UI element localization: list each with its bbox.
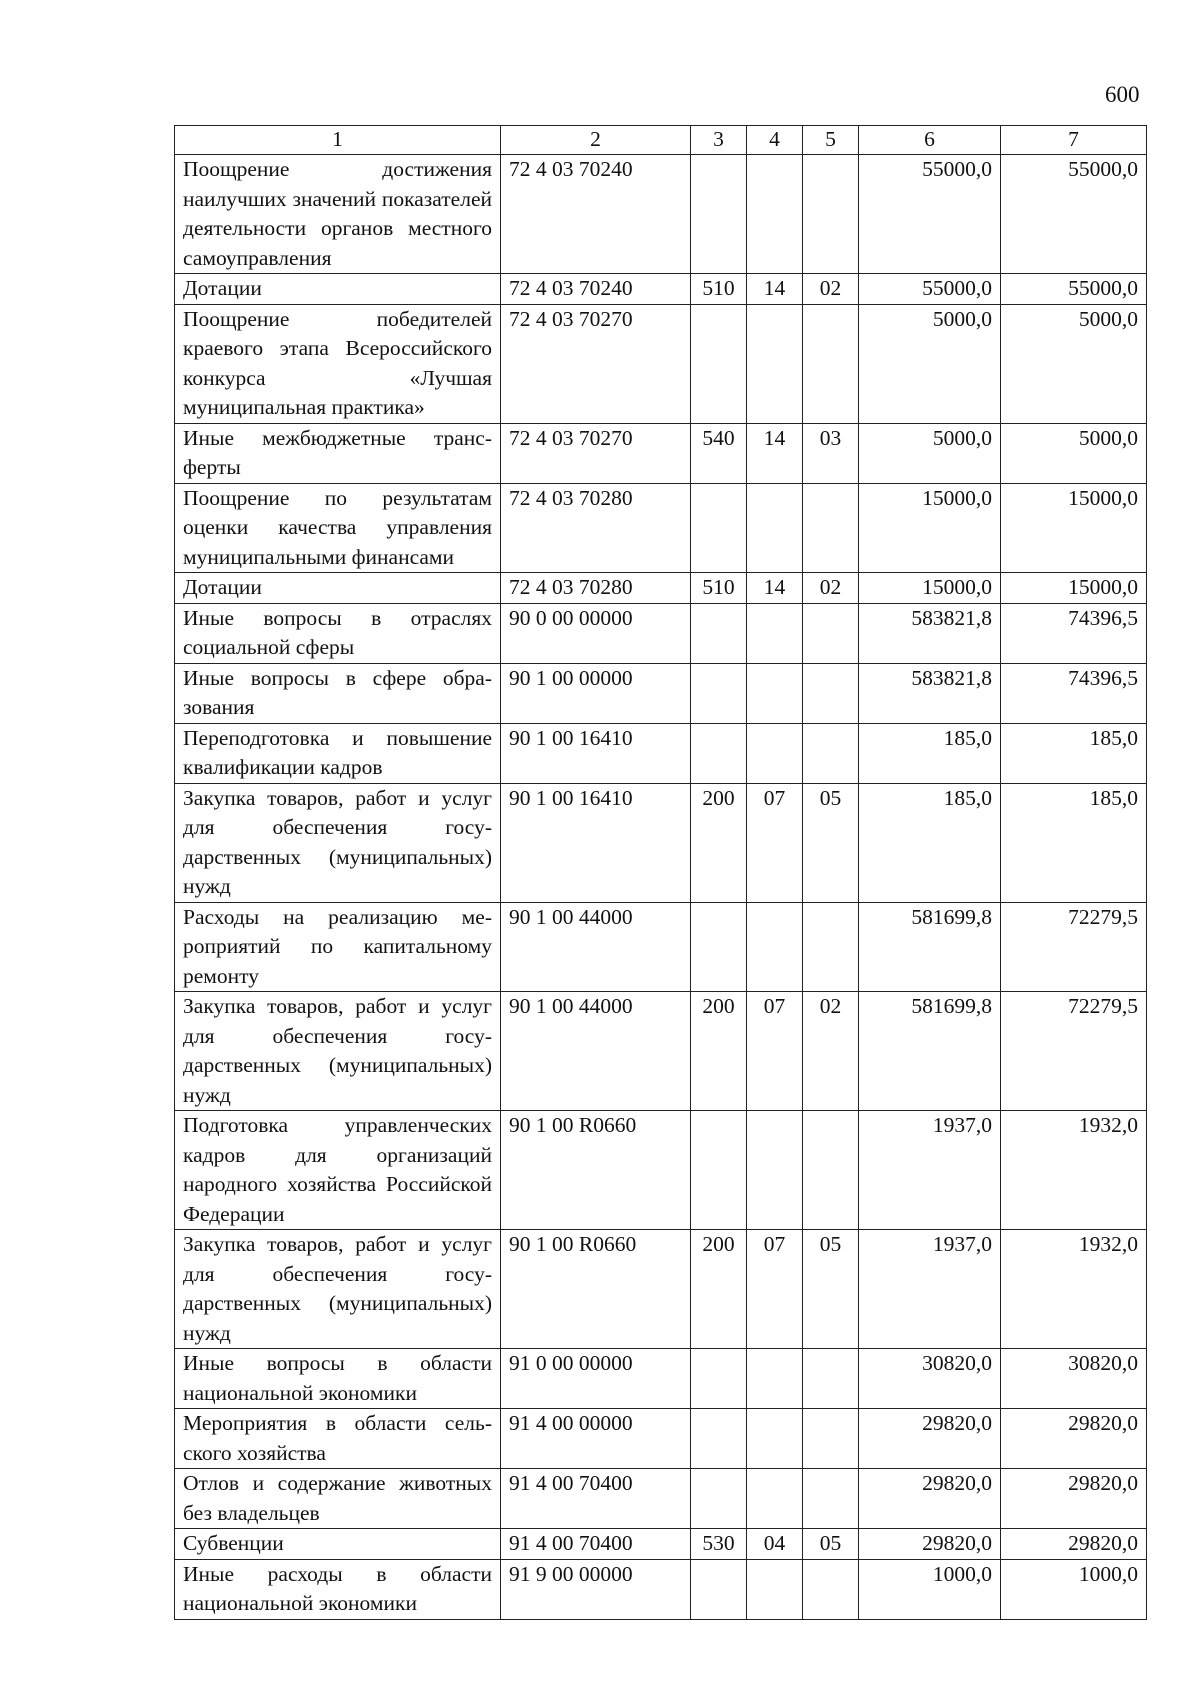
subsection-cell xyxy=(803,1409,859,1469)
row-name-cell: Поощрение достижения наилучших значений показателей деятельности органов местного самоуправления xyxy=(175,155,501,274)
table-row xyxy=(175,1349,1147,1409)
expense-type-cell xyxy=(691,902,747,992)
section-cell xyxy=(747,603,803,663)
expense-type-cell xyxy=(691,483,747,573)
subsection-cell xyxy=(803,603,859,663)
section-cell xyxy=(747,663,803,723)
expense-type-cell xyxy=(691,603,747,663)
row-name-cell: Закупка товаров, работ и услуг для обеспечения государственных (муниципальных) нужд xyxy=(175,783,501,902)
amount-year1-cell: 185,0 xyxy=(859,723,1001,783)
target-code-cell: 72 4 03 70240 xyxy=(501,155,691,274)
amount-year2-cell: 1932,0 xyxy=(1001,1230,1147,1349)
column-header-1: 1 xyxy=(175,126,501,155)
row-name-cell: Расходы на реализацию мероприятий по капитальному ремонту xyxy=(175,902,501,992)
row-name-cell: Дотации xyxy=(175,573,501,604)
section-cell xyxy=(747,1469,803,1529)
target-code-cell: 90 1 00 R0660 xyxy=(501,1230,691,1349)
table-row xyxy=(175,783,1147,902)
target-code-cell: 72 4 03 70270 xyxy=(501,304,691,423)
section-cell xyxy=(747,304,803,423)
expense-type-cell: 200 xyxy=(691,1230,747,1349)
section-cell: 07 xyxy=(747,783,803,902)
amount-year1-cell: 1937,0 xyxy=(859,1230,1001,1349)
row-name-cell: Закупка товаров, работ и услуг для обеспечения государственных (муниципальных) нужд xyxy=(175,1230,501,1349)
subsection-cell xyxy=(803,1559,859,1619)
row-name-cell: Иные межбюджетные трансферты xyxy=(175,423,501,483)
table-row xyxy=(175,573,1147,604)
target-code-cell: 91 0 00 00000 xyxy=(501,1349,691,1409)
amount-year2-cell: 1932,0 xyxy=(1001,1111,1147,1230)
target-code-cell: 91 4 00 70400 xyxy=(501,1529,691,1560)
amount-year2-cell: 5000,0 xyxy=(1001,423,1147,483)
expense-type-cell xyxy=(691,663,747,723)
subsection-cell xyxy=(803,1111,859,1230)
table-body xyxy=(175,155,1147,1620)
row-name-cell: Поощрение победителей краевого этапа Всероссийского конкурса «Лучшая муниципальная практика» xyxy=(175,304,501,423)
column-header-6: 6 xyxy=(859,126,1001,155)
target-code-cell: 90 1 00 16410 xyxy=(501,723,691,783)
amount-year1-cell: 15000,0 xyxy=(859,573,1001,604)
subsection-cell: 05 xyxy=(803,1230,859,1349)
amount-year1-cell: 5000,0 xyxy=(859,423,1001,483)
section-cell: 07 xyxy=(747,992,803,1111)
amount-year1-cell: 15000,0 xyxy=(859,483,1001,573)
expense-type-cell: 200 xyxy=(691,783,747,902)
subsection-cell: 05 xyxy=(803,1529,859,1560)
row-name-cell: Субвенции xyxy=(175,1529,501,1560)
target-code-cell: 72 4 03 70240 xyxy=(501,274,691,305)
row-name-cell: Поощрение по результатам оценки качества управления муниципальными финансами xyxy=(175,483,501,573)
amount-year2-cell: 29820,0 xyxy=(1001,1529,1147,1560)
amount-year2-cell: 55000,0 xyxy=(1001,155,1147,274)
subsection-cell xyxy=(803,902,859,992)
amount-year2-cell: 30820,0 xyxy=(1001,1349,1147,1409)
expense-type-cell: 510 xyxy=(691,274,747,305)
section-cell: 04 xyxy=(747,1529,803,1560)
table-row xyxy=(175,304,1147,423)
row-name-cell: Дотации xyxy=(175,274,501,305)
amount-year2-cell: 185,0 xyxy=(1001,783,1147,902)
expense-type-cell xyxy=(691,723,747,783)
row-name-cell: Отлов и содержание животных без владельцев xyxy=(175,1469,501,1529)
amount-year1-cell: 29820,0 xyxy=(859,1409,1001,1469)
target-code-cell: 91 4 00 70400 xyxy=(501,1469,691,1529)
expense-type-cell xyxy=(691,1469,747,1529)
amount-year2-cell: 55000,0 xyxy=(1001,274,1147,305)
subsection-cell xyxy=(803,304,859,423)
target-code-cell: 90 1 00 R0660 xyxy=(501,1111,691,1230)
column-header-2: 2 xyxy=(501,126,691,155)
table-row xyxy=(175,1230,1147,1349)
amount-year2-cell: 74396,5 xyxy=(1001,603,1147,663)
subsection-cell xyxy=(803,483,859,573)
target-code-cell: 72 4 03 70270 xyxy=(501,423,691,483)
expense-type-cell xyxy=(691,1349,747,1409)
subsection-cell xyxy=(803,1469,859,1529)
section-cell xyxy=(747,902,803,992)
column-header-7: 7 xyxy=(1001,126,1147,155)
amount-year1-cell: 55000,0 xyxy=(859,155,1001,274)
amount-year1-cell: 1937,0 xyxy=(859,1111,1001,1230)
subsection-cell xyxy=(803,663,859,723)
amount-year1-cell: 30820,0 xyxy=(859,1349,1001,1409)
amount-year2-cell: 5000,0 xyxy=(1001,304,1147,423)
subsection-cell: 05 xyxy=(803,783,859,902)
section-cell: 14 xyxy=(747,573,803,604)
expense-type-cell xyxy=(691,304,747,423)
expense-type-cell xyxy=(691,155,747,274)
section-cell xyxy=(747,483,803,573)
column-header-3: 3 xyxy=(691,126,747,155)
expense-type-cell xyxy=(691,1409,747,1469)
section-cell xyxy=(747,1409,803,1469)
amount-year1-cell: 581699,8 xyxy=(859,902,1001,992)
section-cell xyxy=(747,1559,803,1619)
row-name-cell: Иные вопросы в отраслях социальной сферы xyxy=(175,603,501,663)
subsection-cell: 02 xyxy=(803,992,859,1111)
table-row xyxy=(175,1529,1147,1560)
target-code-cell: 91 9 00 00000 xyxy=(501,1559,691,1619)
amount-year1-cell: 5000,0 xyxy=(859,304,1001,423)
table-row xyxy=(175,483,1147,573)
table-row xyxy=(175,274,1147,305)
expense-type-cell: 540 xyxy=(691,423,747,483)
subsection-cell xyxy=(803,155,859,274)
amount-year2-cell: 74396,5 xyxy=(1001,663,1147,723)
table-row xyxy=(175,155,1147,274)
section-cell: 07 xyxy=(747,1230,803,1349)
budget-table xyxy=(174,125,1147,1620)
amount-year2-cell: 15000,0 xyxy=(1001,573,1147,604)
section-cell xyxy=(747,723,803,783)
row-name-cell: Закупка товаров, работ и услуг для обеспечения государственных (муниципальных) нужд xyxy=(175,992,501,1111)
section-cell xyxy=(747,1111,803,1230)
column-header-4: 4 xyxy=(747,126,803,155)
table-row xyxy=(175,423,1147,483)
page-number: 600 xyxy=(1105,82,1140,107)
amount-year1-cell: 581699,8 xyxy=(859,992,1001,1111)
section-cell: 14 xyxy=(747,423,803,483)
amount-year2-cell: 29820,0 xyxy=(1001,1469,1147,1529)
section-cell: 14 xyxy=(747,274,803,305)
section-cell xyxy=(747,155,803,274)
table-row xyxy=(175,603,1147,663)
table-row xyxy=(175,1559,1147,1619)
row-name-cell: Переподготовка и повышение квалификации кадров xyxy=(175,723,501,783)
row-name-cell: Иные вопросы в области национальной экономики xyxy=(175,1349,501,1409)
table-row xyxy=(175,1111,1147,1230)
amount-year1-cell: 29820,0 xyxy=(859,1529,1001,1560)
amount-year2-cell: 72279,5 xyxy=(1001,902,1147,992)
row-name-cell: Подготовка управленческих кадров для организаций народного хозяйства Российской Федерации xyxy=(175,1111,501,1230)
table-row xyxy=(175,723,1147,783)
row-name-cell: Иные вопросы в сфере образования xyxy=(175,663,501,723)
expense-type-cell xyxy=(691,1559,747,1619)
expense-type-cell: 510 xyxy=(691,573,747,604)
amount-year1-cell: 583821,8 xyxy=(859,663,1001,723)
table-row xyxy=(175,663,1147,723)
amount-year1-cell: 583821,8 xyxy=(859,603,1001,663)
target-code-cell: 90 0 00 00000 xyxy=(501,603,691,663)
header-row xyxy=(175,126,1147,155)
expense-type-cell: 200 xyxy=(691,992,747,1111)
target-code-cell: 90 1 00 44000 xyxy=(501,902,691,992)
amount-year2-cell: 72279,5 xyxy=(1001,992,1147,1111)
column-header-5: 5 xyxy=(803,126,859,155)
row-name-cell: Мероприятия в области сельского хозяйства xyxy=(175,1409,501,1469)
amount-year2-cell: 185,0 xyxy=(1001,723,1147,783)
amount-year2-cell: 1000,0 xyxy=(1001,1559,1147,1619)
expense-type-cell: 530 xyxy=(691,1529,747,1560)
section-cell xyxy=(747,1349,803,1409)
amount-year2-cell: 29820,0 xyxy=(1001,1409,1147,1469)
amount-year1-cell: 185,0 xyxy=(859,783,1001,902)
target-code-cell: 72 4 03 70280 xyxy=(501,573,691,604)
subsection-cell: 03 xyxy=(803,423,859,483)
subsection-cell: 02 xyxy=(803,274,859,305)
table-row xyxy=(175,992,1147,1111)
amount-year1-cell: 55000,0 xyxy=(859,274,1001,305)
amount-year1-cell: 29820,0 xyxy=(859,1469,1001,1529)
table-row xyxy=(175,1409,1147,1469)
target-code-cell: 91 4 00 00000 xyxy=(501,1409,691,1469)
expense-type-cell xyxy=(691,1111,747,1230)
target-code-cell: 72 4 03 70280 xyxy=(501,483,691,573)
amount-year1-cell: 1000,0 xyxy=(859,1559,1001,1619)
table-row xyxy=(175,902,1147,992)
subsection-cell xyxy=(803,723,859,783)
target-code-cell: 90 1 00 16410 xyxy=(501,783,691,902)
subsection-cell: 02 xyxy=(803,573,859,604)
row-name-cell: Иные расходы в области национальной экономики xyxy=(175,1559,501,1619)
subsection-cell xyxy=(803,1349,859,1409)
target-code-cell: 90 1 00 00000 xyxy=(501,663,691,723)
amount-year2-cell: 15000,0 xyxy=(1001,483,1147,573)
target-code-cell: 90 1 00 44000 xyxy=(501,992,691,1111)
table-header xyxy=(175,126,1147,155)
table-row xyxy=(175,1469,1147,1529)
